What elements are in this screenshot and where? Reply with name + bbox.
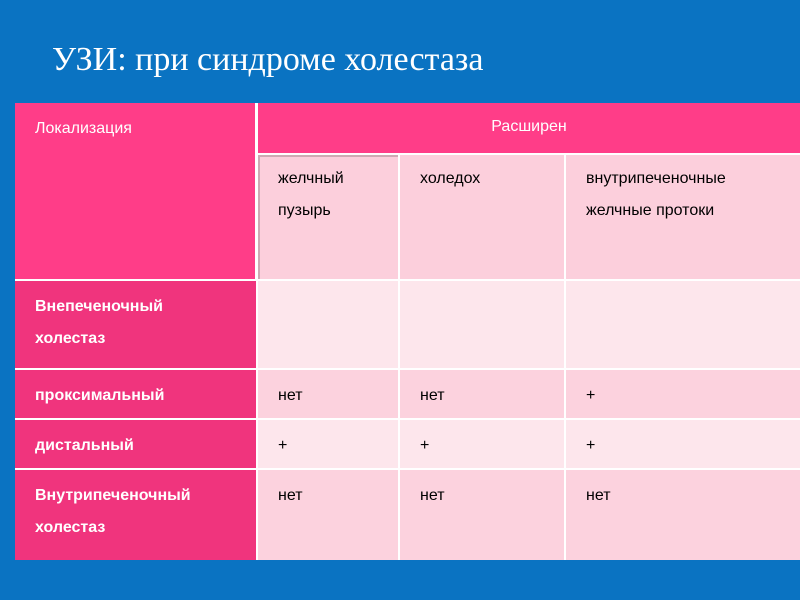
subheader-gallbladder-line1: желчный [278, 170, 344, 187]
table-cell: нет [566, 470, 800, 560]
subheader-intrahepatic-line1: внутрипеченочные [586, 170, 726, 187]
row-label-line2: холестаз [35, 519, 106, 536]
table-cell: нет [258, 370, 400, 420]
table-cell: + [566, 370, 800, 420]
table-row [15, 281, 800, 370]
row-label-extrahepatic [15, 281, 258, 370]
cholestasis-table [15, 103, 800, 560]
subheader-gallbladder-line2: пузырь [278, 202, 331, 219]
table-cell: нет [400, 370, 566, 420]
header-row [15, 103, 800, 155]
row-label-proximal: проксимальный [15, 370, 258, 420]
table-cell: нет [400, 470, 566, 560]
table-cell: нет [258, 470, 400, 560]
expanded-header-label: Расширен [491, 118, 567, 135]
subheader-gallbladder [258, 155, 400, 281]
subheader-intrahepatic-line2: желчные протоки [586, 202, 715, 219]
subheader-choledochus [400, 155, 566, 281]
table-cell: + [400, 420, 566, 470]
table-row [15, 470, 800, 560]
localization-header [15, 103, 258, 281]
table-row [15, 420, 800, 470]
table-row [15, 370, 800, 420]
table-cell [258, 281, 400, 370]
row-label-line1: Внепеченочный [35, 298, 163, 315]
table-cell: + [566, 420, 800, 470]
row-label-line2: холестаз [35, 330, 106, 347]
row-label-distal: дистальный [15, 420, 258, 470]
row-label-line1: Внутрипеченочный [35, 487, 191, 504]
expanded-header [258, 103, 800, 155]
table-cell: + [258, 420, 400, 470]
table-cell [400, 281, 566, 370]
table-cell [566, 281, 800, 370]
subheader-intrahepatic-ducts [566, 155, 800, 281]
localization-header-label: Локализация [35, 120, 132, 137]
subheader-choledochus-line1: холедох [420, 170, 481, 187]
slide-title: УЗИ: при синдроме холестаза [52, 41, 484, 78]
row-label-intrahepatic [15, 470, 258, 560]
